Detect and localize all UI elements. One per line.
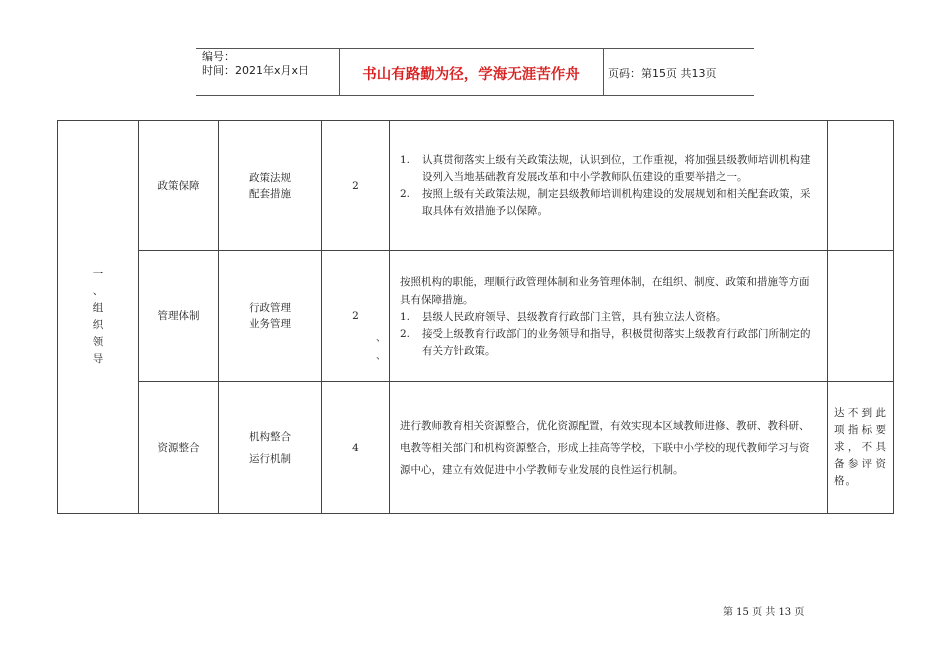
list-item: 2. 接受上级教育行政部门的业务领导和指导，积极贯彻落实上级教育行政部门所制定的有关方针政策。 xyxy=(400,327,811,357)
header-time-label: 时间：2021年x月x日 xyxy=(202,64,310,77)
table-row xyxy=(58,382,894,514)
content-cell xyxy=(390,382,828,514)
item-line: 运行机制 xyxy=(249,452,291,465)
note-cell xyxy=(828,121,894,251)
content-intro: 按照机构的职能，理顺行政管理体制和业务管理体制，在组织、制度、政策和措施等方面具有保障措施。 xyxy=(400,275,810,306)
header-bottom-rule xyxy=(196,95,754,96)
note-text: 达不到此项指标要求，不具备参评资格。 xyxy=(834,407,887,487)
table-row xyxy=(58,251,894,382)
item-line: 政策法规 xyxy=(249,171,291,184)
category-cell: 管理体制 xyxy=(139,251,219,382)
header-divider-2 xyxy=(603,48,604,95)
footer-page-number: 第 15 页 共 13 页 xyxy=(723,607,805,618)
item-cell xyxy=(219,382,322,514)
item-line: 业务管理 xyxy=(249,318,291,330)
section-cell xyxy=(58,121,139,514)
note-cell xyxy=(828,251,894,382)
header-page-label: 页码：第15页 共13页 xyxy=(608,67,717,80)
content-list xyxy=(390,309,827,360)
note-cell xyxy=(828,382,894,514)
item-line: 机构整合 xyxy=(249,430,291,443)
item-line: 配套措施 xyxy=(249,187,291,200)
evaluation-table xyxy=(57,120,894,514)
item-cell xyxy=(219,251,322,382)
list-item: 1. 认真贯彻落实上级有关政策法规，认识到位，工作重视，将加强县级教师培训机构建设列入当地基础教育发展改革和中小学教师队伍建设的重要举措之一。 xyxy=(400,153,811,183)
list-item: 1. 县级人民政府领导、县级教育行政部门主管，具有独立法人资格。 xyxy=(400,310,727,323)
header-top-rule xyxy=(196,48,754,49)
stray-mark: 、 xyxy=(376,333,386,344)
header-motto: 书山有路勤为径，学海无涯苦作舟 xyxy=(362,66,580,83)
item-line: 行政管理 xyxy=(249,302,291,314)
stray-mark: 、 xyxy=(376,351,386,362)
list-item: 2. 按照上级有关政策法规，制定县级教师培训机构建设的发展规划和相关配套政策，采取具体有效措施予以保障。 xyxy=(400,187,811,217)
content-list xyxy=(390,152,827,220)
category-cell: 政策保障 xyxy=(139,121,219,251)
content-cell xyxy=(390,121,828,251)
header-number-label: 编号： xyxy=(202,50,235,63)
score-cell xyxy=(322,251,390,382)
score-cell: 4 xyxy=(322,382,390,514)
section-label: 一 、 组 织 领 导 xyxy=(92,268,104,365)
content-cell xyxy=(390,251,828,382)
table-row xyxy=(58,121,894,251)
score-value: 2 xyxy=(352,310,359,322)
score-cell: 2 xyxy=(322,121,390,251)
content-text: 进行教师教育相关资源整合，优化资源配置，有效实现本区域教师进修、教研、教科研、电教等相关部门和机构资源整合，形成上挂高等学校，下联中小学校的现代教师学习与资源中心，建立有效促进中小学教师专业发展的良性运行机制。 xyxy=(400,419,810,476)
item-cell xyxy=(219,121,322,251)
category-cell: 资源整合 xyxy=(139,382,219,514)
